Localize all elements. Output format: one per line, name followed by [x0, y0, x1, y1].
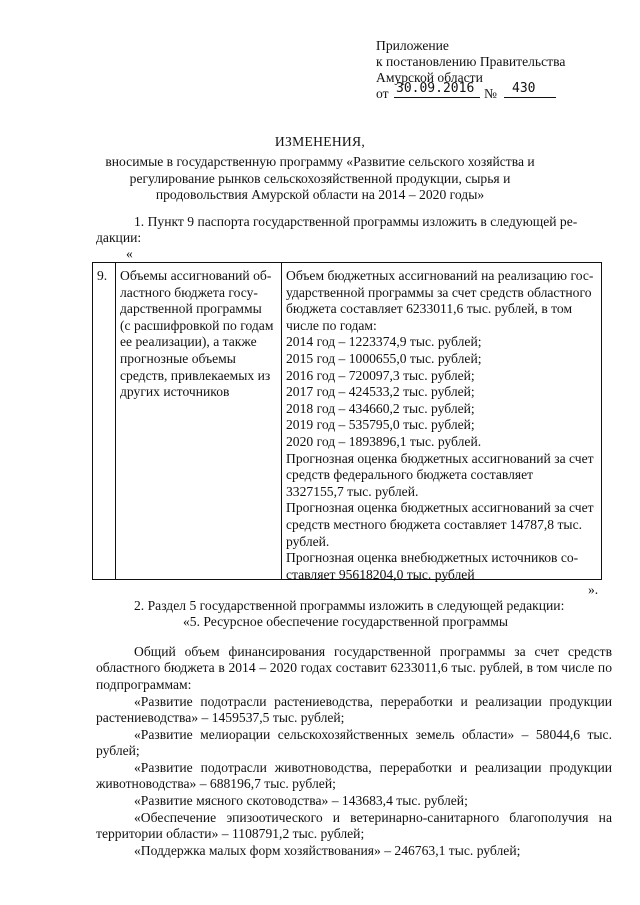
left-cell-line: Объемы ассигнований об- [120, 268, 272, 283]
title-heading: ИЗМЕНЕНИЯ, [274, 134, 366, 149]
left-cell-line: ластного бюджета госу- [120, 284, 258, 300]
right-cell-line: 2015 год – 1000655,0 тыс. рублей; [286, 350, 482, 366]
right-cell-line: числе по годам: [286, 317, 377, 333]
right-cell-line: ударственной программы за счет средств областного [286, 284, 592, 300]
right-cell-line: 2017 год – 424533,2 тыс. рублей; [286, 384, 475, 400]
right-cell-line: 2019 год – 535795,0 тыс. рублей; [286, 417, 475, 433]
body-paragraph: «Развитие подотрасли растениеводства, переработки и реализации продукции растениеводства» – 1459537,5 тыс. рублей; [96, 694, 612, 726]
close-quote: ». [588, 582, 599, 597]
left-cell-line: (с расшифровкой по годам [120, 317, 274, 333]
right-cell-line: 2016 год – 720097,3 тыс. рублей; [286, 367, 475, 383]
approval-date: 30.09.2016 [394, 81, 480, 98]
right-cell-line: 2014 год – 1223374,9 тыс. рублей; [286, 334, 482, 350]
open-quote: « [126, 246, 133, 261]
document-title [90, 134, 550, 204]
number-label: № [484, 86, 497, 101]
body-paragraph: «Развитие мясного скотоводства» – 143683,4 тыс. рублей; [134, 793, 468, 808]
left-cell-line: ее реализации), а также [120, 334, 257, 350]
right-cell-line: Прогнозная оценка бюджетных ассигнований за счет [286, 500, 594, 516]
row-number [97, 268, 107, 285]
item-1 [96, 214, 612, 247]
left-cell-line: других источников [120, 384, 230, 400]
right-cell-line: ставляет 95618204,0 тыс. рублей [286, 566, 475, 582]
right-cell-line: бюджета составляет 6233011,6 тыс. рублей, в том [286, 301, 573, 317]
right-cell-line: рублей. [286, 533, 330, 549]
left-cell-line: дарственной программы [120, 301, 262, 317]
body-paragraph: «Обеспечение эпизоотического и ветеринарно-санитарного благополучия на территории области» – 1108791,2 тыс. рублей; [96, 810, 612, 842]
right-cell [286, 268, 594, 583]
title-line: продовольствия Амурской области на 2014 – 2020 годы» [155, 187, 485, 203]
left-cell-line: прогнозные объемы [120, 350, 236, 366]
section-5-heading: «5. Ресурсное обеспечение государственной программы [183, 614, 508, 630]
right-cell-line: Прогнозная оценка бюджетных ассигнований за счет [286, 450, 594, 466]
right-cell-line: Объем бюджетных ассигнований на реализацию гос- [286, 268, 594, 283]
table-column-divider [281, 263, 282, 579]
right-cell-line: 3327155,7 тыс. рублей. [286, 483, 419, 499]
passport-table [92, 262, 602, 580]
body-paragraph: «Поддержка малых форм хозяйствования» – 246763,1 тыс. рублей; [134, 843, 521, 858]
left-cell [120, 268, 273, 401]
body-paragraph: Общий объем финансирования государственной программы за счет средств областного бюджета в 2014 – 2020 годах составит 6233011,6 тыс. рублей, в том числе по подпрограммам: [96, 644, 612, 692]
item-1-line: дакции: [96, 230, 142, 246]
body-paragraph: «Развитие подотрасли животноводства, переработки и реализации продукции животноводства» – 688196,7 тыс. рублей; [96, 760, 612, 792]
appendix-block [376, 38, 606, 102]
item-1-line: 1. Пункт 9 паспорта государственной программы изложить в следующей ре- [134, 214, 578, 229]
date-prefix: от [376, 86, 389, 101]
row-number-text: 9. [97, 268, 108, 283]
right-cell-line: средств федерального бюджета составляет [286, 467, 534, 483]
right-cell-line: 2018 год – 434660,2 тыс. рублей; [286, 400, 475, 416]
item-2-line: 2. Раздел 5 государственной программы изложить в следующей редакции: [134, 598, 565, 613]
appendix-line: к постановлению Правительства [376, 54, 566, 69]
title-line: вносимые в государственную программу «Развитие сельского хозяйства и [105, 154, 535, 170]
item-2 [96, 598, 612, 631]
right-cell-line: Прогнозная оценка внебюджетных источников со- [286, 550, 579, 566]
title-line: регулирование рынков сельскохозяйственной продукции, сырья и [129, 170, 511, 186]
appendix-line: Приложение [376, 38, 449, 53]
left-cell-line: средств, привлекаемых из [120, 367, 271, 383]
approval-date-number [376, 81, 606, 102]
right-cell-line: 2020 год – 1893896,1 тыс. рублей. [286, 433, 482, 449]
table-column-divider [115, 263, 116, 579]
approval-number: 430 [504, 81, 556, 98]
right-cell-line: средств местного бюджета составляет 14787,8 тыс. [286, 516, 583, 532]
appendix-line: Амурской области [376, 70, 483, 85]
body-paragraph: «Развитие мелиорации сельскохозяйственных земель области» – 58044,6 тыс. рублей; [96, 727, 612, 759]
